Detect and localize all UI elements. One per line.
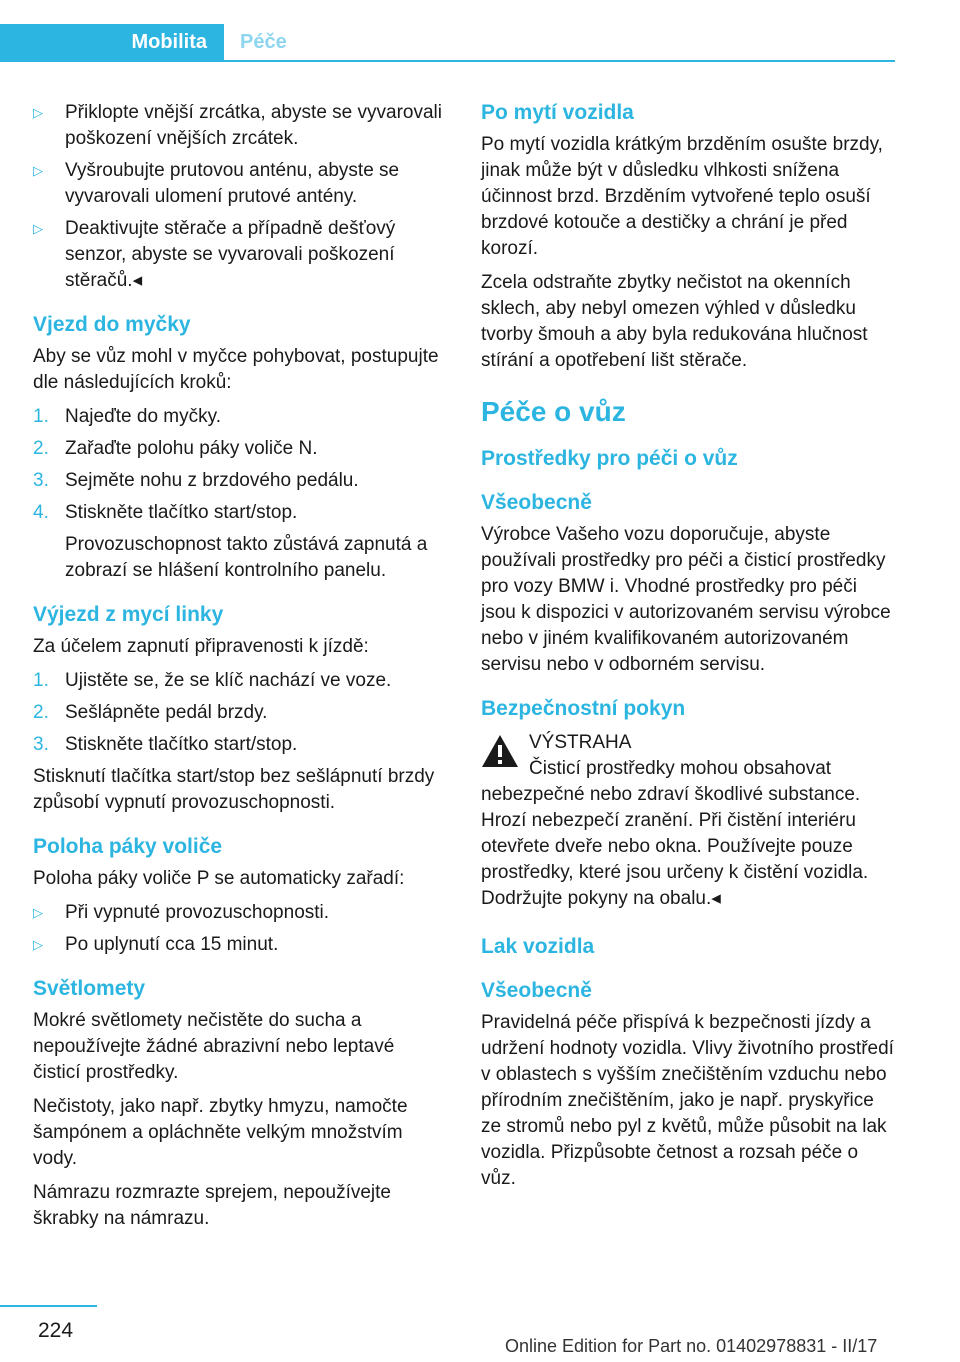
subsection-tab-pece — [240, 24, 287, 61]
step-number: 3. — [33, 734, 49, 755]
selector-intro: Poloha páky voliče P se automaticky zařadí: — [33, 868, 405, 889]
step-item — [33, 436, 447, 462]
heading-safety: Bezpečnostní pokyn — [481, 697, 686, 720]
footer-divider — [0, 1305, 97, 1307]
step-text: Zařaďte polohu páky voliče N. — [65, 438, 318, 459]
triangle-right-icon: ▷ — [33, 163, 43, 178]
heading-care-products: Prostředky pro péči o vůz — [481, 447, 738, 470]
triangle-right-icon: ▷ — [33, 937, 43, 952]
step-text: Stiskněte tlačítko start/stop. — [65, 734, 298, 755]
bullet-text: Deaktivujte stěrače a případně dešťový senzor, abyste se vyvarovali poškození stěračů.◂ — [65, 218, 396, 291]
step-item — [33, 668, 447, 694]
heading-selector: Poloha páky voliče — [33, 835, 223, 858]
bullet-text: Vyšroubujte prutovou anténu, abyste se vyvarovali ulomení prutové antény. — [65, 160, 400, 207]
step-number: 4. — [33, 502, 49, 523]
heading-carwash-out: Výjezd z mycí linky — [33, 603, 224, 626]
step-item — [33, 732, 447, 758]
heading-general-2: Všeobecně — [481, 979, 592, 1002]
carwash-in-intro: Aby se vůz mohl v myčce pohybovat, postupujte dle následujících kroků: — [33, 346, 439, 393]
heading-lights: Světlomety — [33, 977, 146, 1000]
warning-label: VÝSTRAHA — [529, 732, 632, 753]
step-number: 1. — [33, 670, 49, 691]
general-2-paragraph: Pravidelná péče přispívá k bezpečnosti jízdy a udržení hodnoty vozidla. Vlivy životního prostředí v oblastech s vyšším znečištěním vzduchu nebo přírodním znečištěním, jako je např. pryskyřice ze stromů nebo pyl z květů, může působit na lak vozidla. Přizpůsobte četnost a rozsah péče o vůz. — [481, 1012, 894, 1189]
bullet-item — [33, 158, 447, 210]
bullet-item — [33, 900, 447, 926]
warning-text: Čisticí prostředky mohou obsahovat nebezpečné nebo zdraví škodlivé substance. Hrozí nebezpečí zranění. Při čistění interiéru otevřete dveře nebo okna. Používejte pouze prostředky, které jsou určeny k čistění vozidla. Dodržujte pokyny na obalu.◂ — [481, 758, 869, 909]
after-wash-paragraph-1: Po mytí vozidla krátkým brzděním osušte brzdy, jinak může být v důsledku vlhkosti snížena účinnost brzd. Brzděním vytvořené teplo osuší brzdové kotouče a destičky a chrání je před korozí. — [481, 134, 883, 259]
step-item — [33, 500, 447, 526]
step-number: 3. — [33, 470, 49, 491]
triangle-right-icon: ▷ — [33, 221, 43, 236]
step-number: 1. — [33, 406, 49, 427]
left-column — [33, 100, 447, 1240]
triangle-right-icon: ▷ — [33, 905, 43, 920]
heading-after-wash: Po mytí vozidla — [481, 101, 634, 124]
bullet-text: Při vypnuté provozuschopnosti. — [65, 902, 330, 923]
step-text: Sešlápněte pedál brzdy. — [65, 702, 268, 723]
heading-car-care: Péče o vůz — [481, 396, 626, 427]
right-column — [481, 100, 895, 1200]
header-divider — [0, 60, 895, 62]
bullet-item — [33, 216, 447, 294]
step-text: Ujistěte se, že se klíč nachází ve voze. — [65, 670, 392, 691]
general-1-paragraph: Výrobce Vašeho vozu doporučuje, abyste používali prostředky pro péči a čisticí prostředky pro vozy BMW i. Vhodné prostředky pro péči jsou k dispozici v autorizovaném servisu výrobce nebo v jiném kvalifikovaném autorizovaném servisu nebo v odborném servisu. — [481, 524, 891, 675]
step4-note: Provozuschopnost takto zůstává zapnutá a zobrazí se hlášení kontrolního panelu. — [65, 534, 428, 581]
step-number: 2. — [33, 438, 49, 459]
bullet-text: Po uplynutí cca 15 minut. — [65, 934, 279, 955]
page-number: 224 — [38, 1319, 74, 1342]
step-item — [33, 468, 447, 494]
carwash-out-intro: Za účelem zapnutí připravenosti k jízdě: — [33, 636, 369, 657]
bullet-text: Přiklopte vnější zrcátka, abyste se vyvarovali poškození vnějších zrcátek. — [65, 102, 442, 149]
step-item — [33, 404, 447, 430]
step-number: 2. — [33, 702, 49, 723]
heading-carwash-in: Vjezd do myčky — [33, 313, 191, 336]
step-text: Stiskněte tlačítko start/stop. — [65, 502, 298, 523]
subsection-label: Péče — [240, 31, 287, 53]
lights-paragraph-3: Námrazu rozmrazte sprejem, nepoužívejte škrabky na námrazu. — [33, 1182, 391, 1229]
section-label: Mobilita — [131, 31, 207, 53]
step-item — [33, 700, 447, 726]
section-tab-mobilita — [0, 24, 224, 61]
step-text: Sejměte nohu z brzdového pedálu. — [65, 470, 359, 491]
warning-triangle-icon — [481, 734, 519, 768]
triangle-right-icon: ▷ — [33, 105, 43, 120]
bullet-item — [33, 932, 447, 958]
step-text: Najeďte do myčky. — [65, 406, 221, 427]
edition-note: Online Edition for Part no. 01402978831 - II/17 — [505, 1336, 878, 1356]
lights-paragraph-2: Nečistoty, jako např. zbytky hmyzu, namočte šampónem a opláchněte velkým množstvím vody. — [33, 1096, 408, 1169]
lights-paragraph-1: Mokré světlomety nečistěte do sucha a nepoužívejte žádné abrazivní nebo leptavé čisticí prostředky. — [33, 1010, 395, 1083]
page-header — [0, 0, 960, 62]
heading-general-1: Všeobecně — [481, 491, 592, 514]
carwash-out-note: Stisknutí tlačítka start/stop bez sešlápnutí brzdy způsobí vypnutí provozuschopnosti. — [33, 766, 435, 813]
after-wash-paragraph-2: Zcela odstraňte zbytky nečistot na okenních sklech, aby nebyl omezen výhled v důsledku tvorby šmouh a aby byla redukována hlučnost stírání a opotřebení lišt stěrače. — [481, 272, 868, 371]
heading-paint: Lak vozidla — [481, 935, 595, 958]
warning-block — [481, 730, 895, 912]
bullet-item — [33, 100, 447, 152]
